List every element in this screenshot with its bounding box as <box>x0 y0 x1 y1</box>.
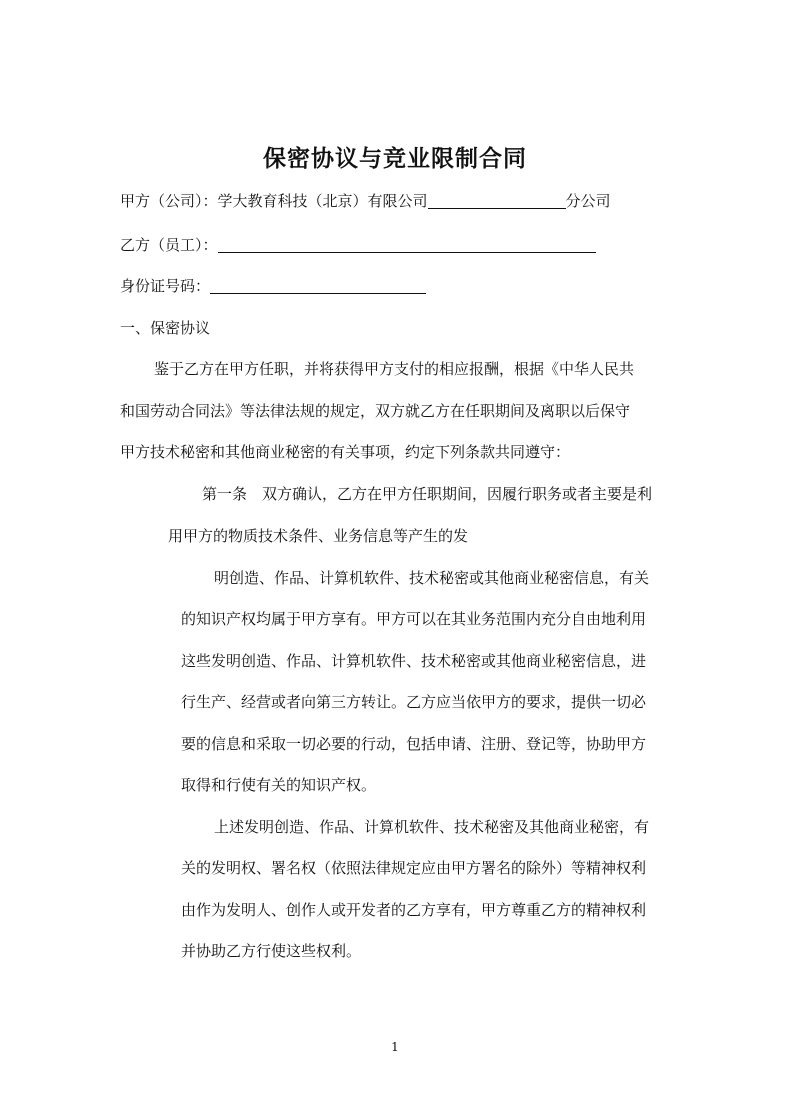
article1-p2-line: 这些发明创造、作品、计算机软件、技术秘密或其他商业秘密信息，进 <box>181 652 647 670</box>
section1-heading: 一、保密协议 <box>120 319 211 337</box>
article1-p2-line: 要的信息和采取一切必要的行动，包括申请、注册、登记等，协助甲方 <box>181 735 647 753</box>
intro-line: 和国劳动合同法》等法律法规的规定，双方就乙方在任职期间及离职以后保守 <box>120 402 631 420</box>
party-a-line <box>120 191 611 211</box>
id-number-blank[interactable] <box>210 277 426 294</box>
id-number-line <box>120 276 426 296</box>
id-number-label: 身份证号码： <box>120 277 211 295</box>
intro-line: 鉴于乙方在甲方任职，并将获得甲方支付的相应报酬，根据《中华人民共 <box>154 360 635 378</box>
party-b-label: 乙方（员工）： <box>120 236 218 254</box>
article1-p2-line: 取得和行使有关的知识产权。 <box>181 776 377 794</box>
intro-line: 甲方技术秘密和其他商业秘密的有关事项，约定下列条款共同遵守： <box>120 443 571 461</box>
document-title: 保密协议与竞业限制合同 <box>263 145 527 172</box>
article1-p3-line: 上述发明创造、作品、计算机软件、技术秘密及其他商业秘密，有 <box>214 818 650 836</box>
article1-p3-line: 并协助乙方行使这些权利。 <box>181 942 362 960</box>
article1-p2-line: 明创造、作品、计算机软件、技术秘密或其他商业秘密信息，有关 <box>214 569 650 587</box>
page-number: 1 <box>391 1040 399 1054</box>
party-b-line <box>120 235 596 255</box>
article1-p3-line: 由作为发明人、创作人或开发者的乙方享有，甲方尊重乙方的精神权利 <box>181 901 647 919</box>
article1-p2-line: 行生产、经营或者向第三方转让。乙方应当依甲方的要求，提供一切必 <box>181 693 647 711</box>
article1-p3-line: 关的发明权、署名权（依照法律规定应由甲方署名的除外）等精神权利 <box>181 859 647 877</box>
article1-p2-line: 的知识产权均属于甲方享有。甲方可以在其业务范围内充分自由地利用 <box>181 610 647 628</box>
article1-line: 第一条 双方确认，乙方在甲方任职期间，因履行职务或者主要是利 <box>202 485 653 503</box>
party-a-suffix: 分公司 <box>565 192 611 210</box>
party-b-blank[interactable] <box>218 236 596 253</box>
party-a-blank[interactable] <box>428 192 566 209</box>
article1-line: 用甲方的物质技术条件、业务信息等产生的发 <box>168 527 469 545</box>
party-a-label: 甲方（公司）：学大教育科技（北京）有限公司 <box>120 192 428 210</box>
